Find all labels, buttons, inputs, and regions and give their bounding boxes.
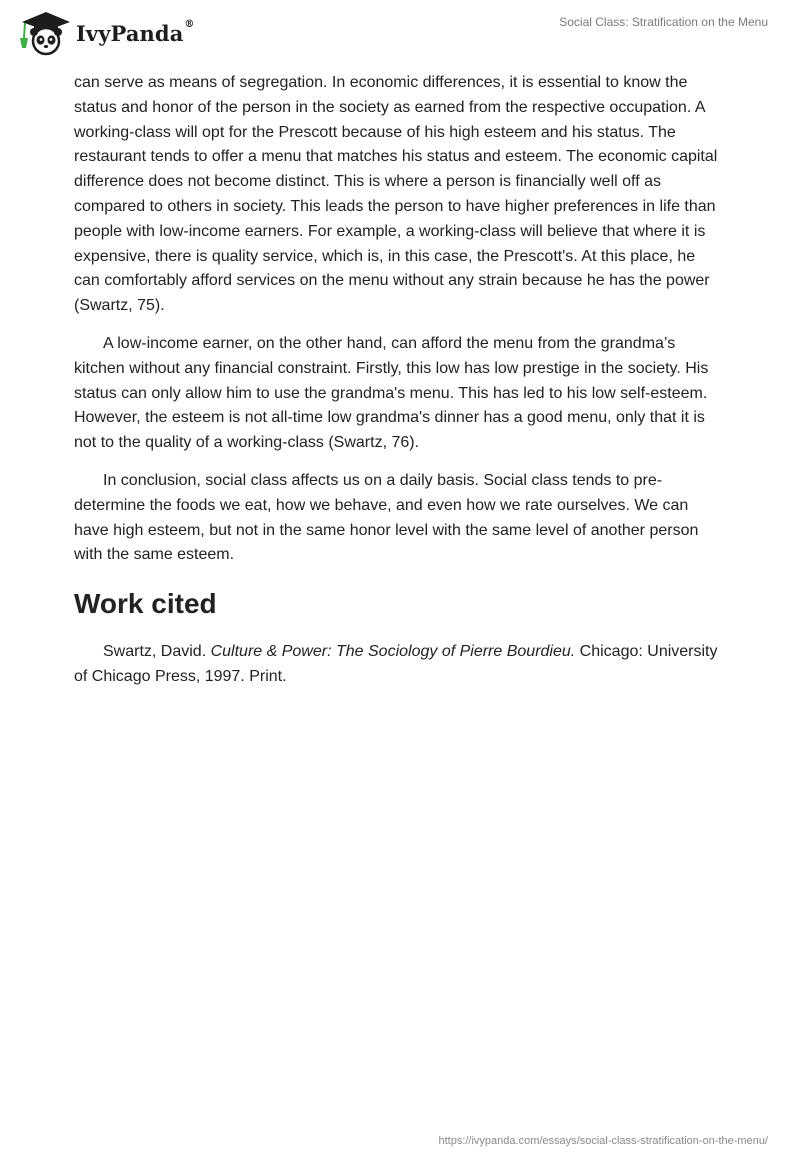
citation-title: Culture & Power: The Sociology of Pierre Bourdieu. <box>210 643 576 661</box>
logo-wordmark <box>76 18 195 46</box>
page-header <box>0 0 800 60</box>
essay-body <box>74 71 724 703</box>
body-paragraph-2: A low-income earner, on the other hand, can afford the menu from the grandma’s kitchen without any financial constraint. Firstly, this low has low prestige in the society. His status can only allow him to use the grandma's menu. This has led to his low self-esteem. However, the esteem is not all-time low grandma's dinner has a good menu, only that it is not to the quality of a working-class (Swartz, 76). <box>74 334 709 452</box>
body-paragraph-3: In conclusion, social class affects us on a daily basis. Social class tends to pre-determine the foods we eat, how we behave, and even how we rate ourselves. We can have high esteem, but not in the same honor level with the same level of another person with the same esteem. <box>74 471 699 564</box>
registered-mark: ® <box>184 18 195 30</box>
body-paragraph-1: can serve as means of segregation. In economic differences, it is essential to know the status and honor of the person in the society as earned from the respective occupation. A working-class will opt for the Prescott because of his high esteem and his status. The restaurant tends to offer a menu that matches his status and esteem. The economic capital difference does not become distinct. This is where a person is financially well off as compared to others in society. This leads the person to have higher preferences in life than people with low-income earners. For example, a working-class will believe that where it is expensive, there is quality service, which is, in this case, the Prescott's. At this place, he can comfortably afford services on the menu without any strain because he has the power (Swartz, 75). <box>74 74 718 315</box>
citation-author: Swartz, David. <box>103 643 207 661</box>
ivypanda-logo[interactable] <box>16 8 195 56</box>
citation-entry <box>74 640 724 690</box>
source-url[interactable]: https://ivypanda.com/essays/social-class-stratification-on-the-menu/ <box>438 1135 768 1147</box>
works-cited-heading: Work cited <box>74 588 217 620</box>
citation-publication: Chicago: University of Chicago Press, 1997. Print. <box>74 643 718 685</box>
running-title: Social Class: Stratification on the Menu <box>559 15 768 29</box>
panda-graduate-icon <box>16 8 74 56</box>
logo-text: IvyPanda <box>76 20 184 46</box>
